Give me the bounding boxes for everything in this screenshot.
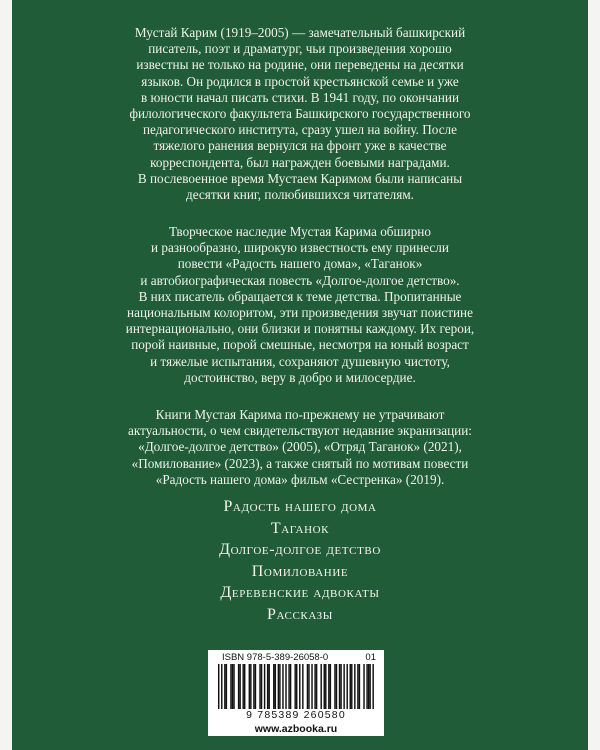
text-line: филологического факультета Башкирского государственного [129,106,471,122]
title-item: Рассказы [267,605,333,623]
title-item: Таганок [270,519,330,537]
barcode-bar [233,664,234,709]
title-item: Радость нашего дома [223,498,377,515]
text-line: педагогического института, сразу ушел на войну. После [142,122,457,138]
barcode-bar [325,664,326,709]
barcode-bar [299,664,300,709]
barcode-bar [369,664,370,709]
barcode-graphic [218,664,374,709]
barcode-bar [238,664,239,709]
text-line: писатель, поэт и драматург, чьи произведения хорошо [148,41,452,57]
barcode-bar [316,664,317,709]
text-line: «Долгое-долгое детство» (2005), «Отряд Таганок» (2021), [138,439,462,455]
barcode-bar [302,664,303,709]
text-line: В послевоенное время Мустаем Каримом были написаны [137,170,463,186]
biography-paragraph [100,25,500,203]
barcode-bar [218,664,219,709]
barcode-bar [346,664,347,709]
text-line: тяжелого ранения вернулся на фронт уже в качестве [153,138,447,154]
barcode-bar [259,664,260,709]
legacy-paragraph [100,224,500,386]
barcode-bar [307,664,308,709]
barcode-bar [224,664,225,709]
left-page-edge [0,0,12,750]
barcode-bar [354,664,355,709]
barcode-bar [279,664,280,709]
text-line: актуальности, о чем свидетельствуют недавние экранизации: [128,423,472,439]
barcode-bar [253,664,254,709]
title-item: Долгое-долгое детство [219,541,381,558]
contents-list [100,496,500,625]
barcode-bar [232,664,233,709]
text-line: языков. Он родился в простой крестьянской семье и уже [141,73,459,89]
isbn-addon: 01 [365,652,376,663]
barcode-bar [250,664,251,709]
barcode-bar [351,664,352,709]
barcode-bar [320,664,321,709]
barcode-bar [334,664,335,709]
barcode-bar [368,664,369,709]
text-line: Творческое наследие Мустая Карима обширно [169,224,431,239]
text-line: и автобиографическая повесть «Долгое-долгое детство». [140,272,460,288]
barcode-bar [273,664,274,709]
barcode-bar [226,664,227,709]
text-line: и тяжелые испытания, сохраняют душевную чистоту, [150,353,450,369]
barcode-bar [372,664,373,709]
barcode-bar [230,664,231,709]
barcode-bar [330,664,331,709]
barcode-bar [359,664,360,709]
barcode-bar [268,664,269,709]
barcode-bar [343,664,344,709]
text-line: порой наивные, порой смешные, несмотря на юный возраст [131,337,469,353]
publisher-website: www.azbooka.ru [208,722,384,736]
isbn-number: ISBN 978-5-389-26058-0 [222,652,329,663]
text-line: и разнообразно, широкую известность ему принесли [151,240,449,256]
barcode-bar [290,664,291,709]
barcode-digits: 9 785389 260580 [246,709,346,721]
text-line: известны не только на родине, они переведены на десятки [136,57,464,73]
adaptations-paragraph [100,407,500,488]
barcode-bar [350,664,351,709]
barcode-bar [278,664,279,709]
barcode-bar [267,664,268,709]
barcode-bar [294,664,295,709]
title-item: Деревенские адвокаты [220,584,380,601]
barcode-bar [275,664,276,709]
barcode-bar [261,664,262,709]
barcode-bar [242,664,243,709]
barcode-bar [339,664,340,709]
right-page-edge [588,0,600,750]
text-line: Книги Мустая Карима по-прежнему не утрачивают [155,407,445,422]
barcode-bar [244,664,245,709]
barcode-bar [328,664,329,709]
text-line: достоинство, веру в добро и милосердие. [184,369,416,385]
barcode-bar [336,664,337,709]
text-line: В них писатель обращается к теме детства. Пропитанные [138,288,462,304]
isbn-line [208,652,384,663]
text-line: «Радость нашего дома» фильм «Сестренка» (2019). [155,471,445,487]
barcode-bar [282,664,283,709]
barcode-bar [288,664,289,709]
barcode-bar [340,664,341,709]
text-line: Мустай Карим (1919–2005) — замечательный башкирский [134,25,466,40]
text-line: национальным колоритом, эти произведения звучат поистине [127,305,473,321]
barcode-bar [249,664,250,709]
barcode-bar [296,664,297,709]
text-line: «Помилование» (2023), а также снятый по мотивам повести [131,455,469,471]
barcode-bar [357,664,358,709]
barcode-bar [221,664,222,709]
barcode-bar [255,664,256,709]
barcode-bar [264,664,265,709]
title-item: Помилование [251,562,349,580]
barcode-bar [239,664,240,709]
barcode-bar [314,664,315,709]
text-line: повести «Радость нашего дома», «Таганок» [177,256,423,272]
text-line: в юности начал писать стихи. В 1941 году, по окончании [140,89,460,105]
text-line: десятки книг, полюбившихся читателям. [186,187,414,203]
barcode-bar [324,664,325,709]
barcode-bar [363,664,364,709]
text-line: интернационально, они близки и понятны каждому. Их герои, [125,321,475,337]
barcode-label [208,650,384,722]
barcode-bar [311,664,312,709]
barcode-bar [366,664,367,709]
barcode-bar [285,664,286,709]
text-line: корреспондента, был награжден боевыми наградами. [150,154,450,170]
barcode-bar [308,664,309,709]
